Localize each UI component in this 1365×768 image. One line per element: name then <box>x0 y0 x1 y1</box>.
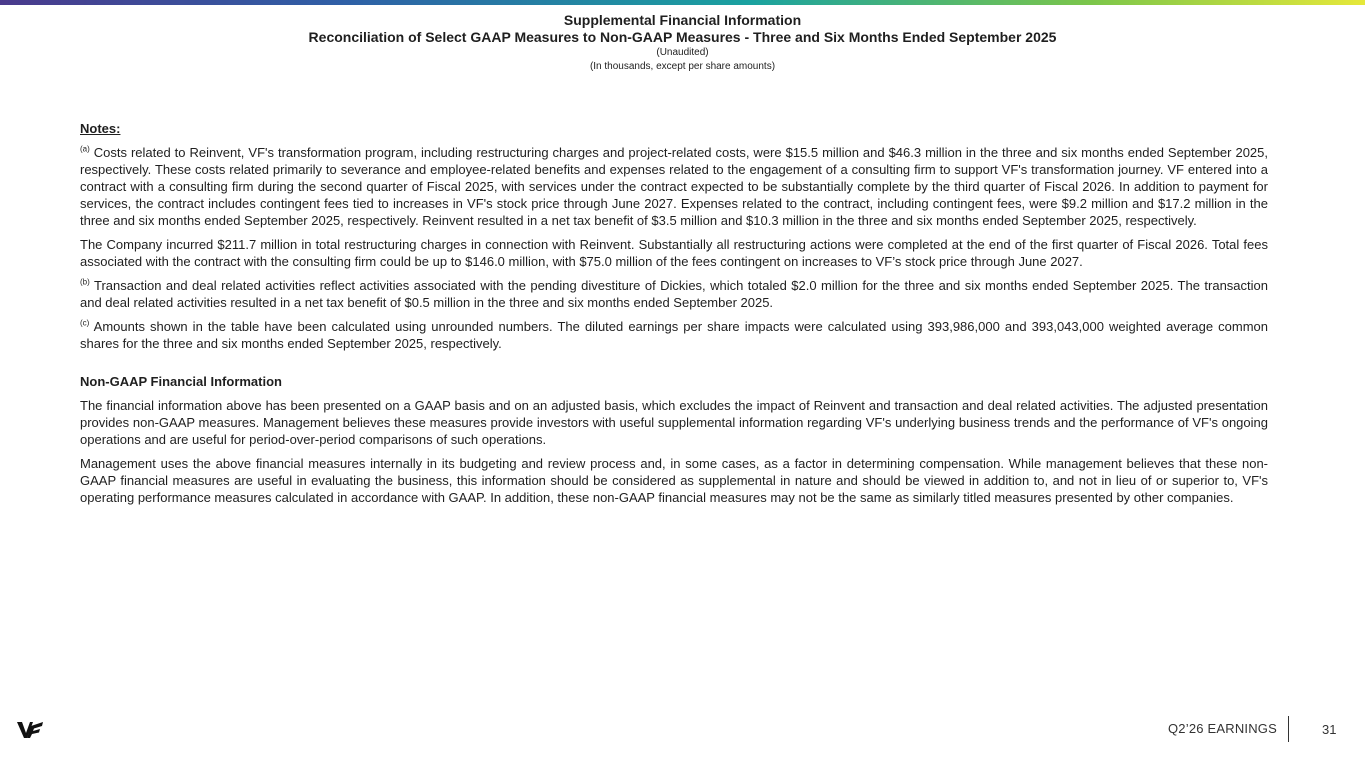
earnings-label: Q2’26 EARNINGS <box>1167 721 1277 736</box>
units-label: (In thousands, except per share amounts) <box>589 61 776 72</box>
non-gaap-paragraph-1: The financial information above has been presented on a GAAP basis and on an adjusted basis, which excludes the impact of Reinvent and transaction and deal related activities. The adjusted presentation provides non-GAAP measures. Management believes these measures provide investors with useful supplemental information regarding VF's underlying business trends and the performance of VF's ongoing operations and are useful for period-over-period comparisons of such operations. <box>80 398 1268 447</box>
page-number: 31 <box>1322 722 1337 737</box>
notes-heading: Notes: <box>80 121 121 136</box>
non-gaap-paragraph-2: Management uses the above financial measures internally in its budgeting and review process and, in some cases, as a factor in determining compensation. While management believes that these non-GAAP financial measures are useful in evaluating the business, this information should be considered as supplemental in nature and should be viewed in addition to, and not in lieu of or superior to, VF's operating performance measures calculated in accordance with GAAP. In addition, these non-GAAP financial measures may not be the same as similarly titled measures presented by other companies. <box>80 456 1268 505</box>
document-body <box>80 120 1268 513</box>
note-c-text: Amounts shown in the table have been calculated using unrounded numbers. The diluted earnings per share impacts were calculated using 393,986,000 and 393,043,000 weighted average common shares for the three and six months ended September 2025, respectively. <box>80 319 1268 351</box>
unaudited-label: (Unaudited) <box>656 47 709 58</box>
footer-divider <box>1288 716 1289 742</box>
note-a-continued: The Company incurred $211.7 million in total restructuring charges in connection with Reinvent. Substantially all restructuring actions were completed at the end of the first quarter of Fiscal 2026. Total fees associated with the contract with the consulting firm could be up to $146.0 million, with $75.0 million of the fees contingent on increases to VF’s stock price through June 2027. <box>80 237 1268 269</box>
note-a <box>80 144 1268 229</box>
vf-logo-icon <box>16 720 46 740</box>
page-subtitle: Reconciliation of Select GAAP Measures to Non-GAAP Measures - Three and Six Months Ended September 2025 <box>308 29 1057 45</box>
note-a-text: Costs related to Reinvent, VF's transformation program, including restructuring charges and project-related costs, were $15.5 million and $46.3 million in the three and six months ended September 2025, respectively. These costs related primarily to severance and employee-related benefits and expenses related to the engagement of a consulting firm to support VF's transformation journey. VF entered into a contract with a consulting firm during the second quarter of Fiscal 2025, with services under the contract expected to be substantially complete by the third quarter of Fiscal 2026. In addition to payment for services, the contract includes contingent fees tied to increases in VF's stock price through June 2027. Expenses related to the contract, including contingent fees, were $9.2 million and $17.2 million in the three and six months ended September 2025, respectively. Reinvent resulted in a net tax benefit of $3.5 million and $10.3 million in the three and six months ended September 2025, respectively. <box>80 145 1268 228</box>
page-title: Supplemental Financial Information <box>563 12 802 28</box>
note-c-marker: (c) <box>80 318 90 328</box>
note-a-marker: (a) <box>80 144 90 154</box>
non-gaap-heading: Non-GAAP Financial Information <box>80 374 282 389</box>
note-b-text: Transaction and deal related activities reflect activities associated with the pending divestiture of Dickies, which totaled $2.0 million for the three and six months ended September 2025. The transaction and deal related activities resulted in a net tax benefit of $0.5 million in the three and six months ended September 2025. <box>80 278 1268 310</box>
note-b-marker: (b) <box>80 277 90 287</box>
section-spacer <box>80 359 1268 373</box>
page-header <box>0 12 1365 74</box>
note-b <box>80 277 1268 311</box>
top-gradient-bar <box>0 0 1365 5</box>
note-c <box>80 318 1268 352</box>
